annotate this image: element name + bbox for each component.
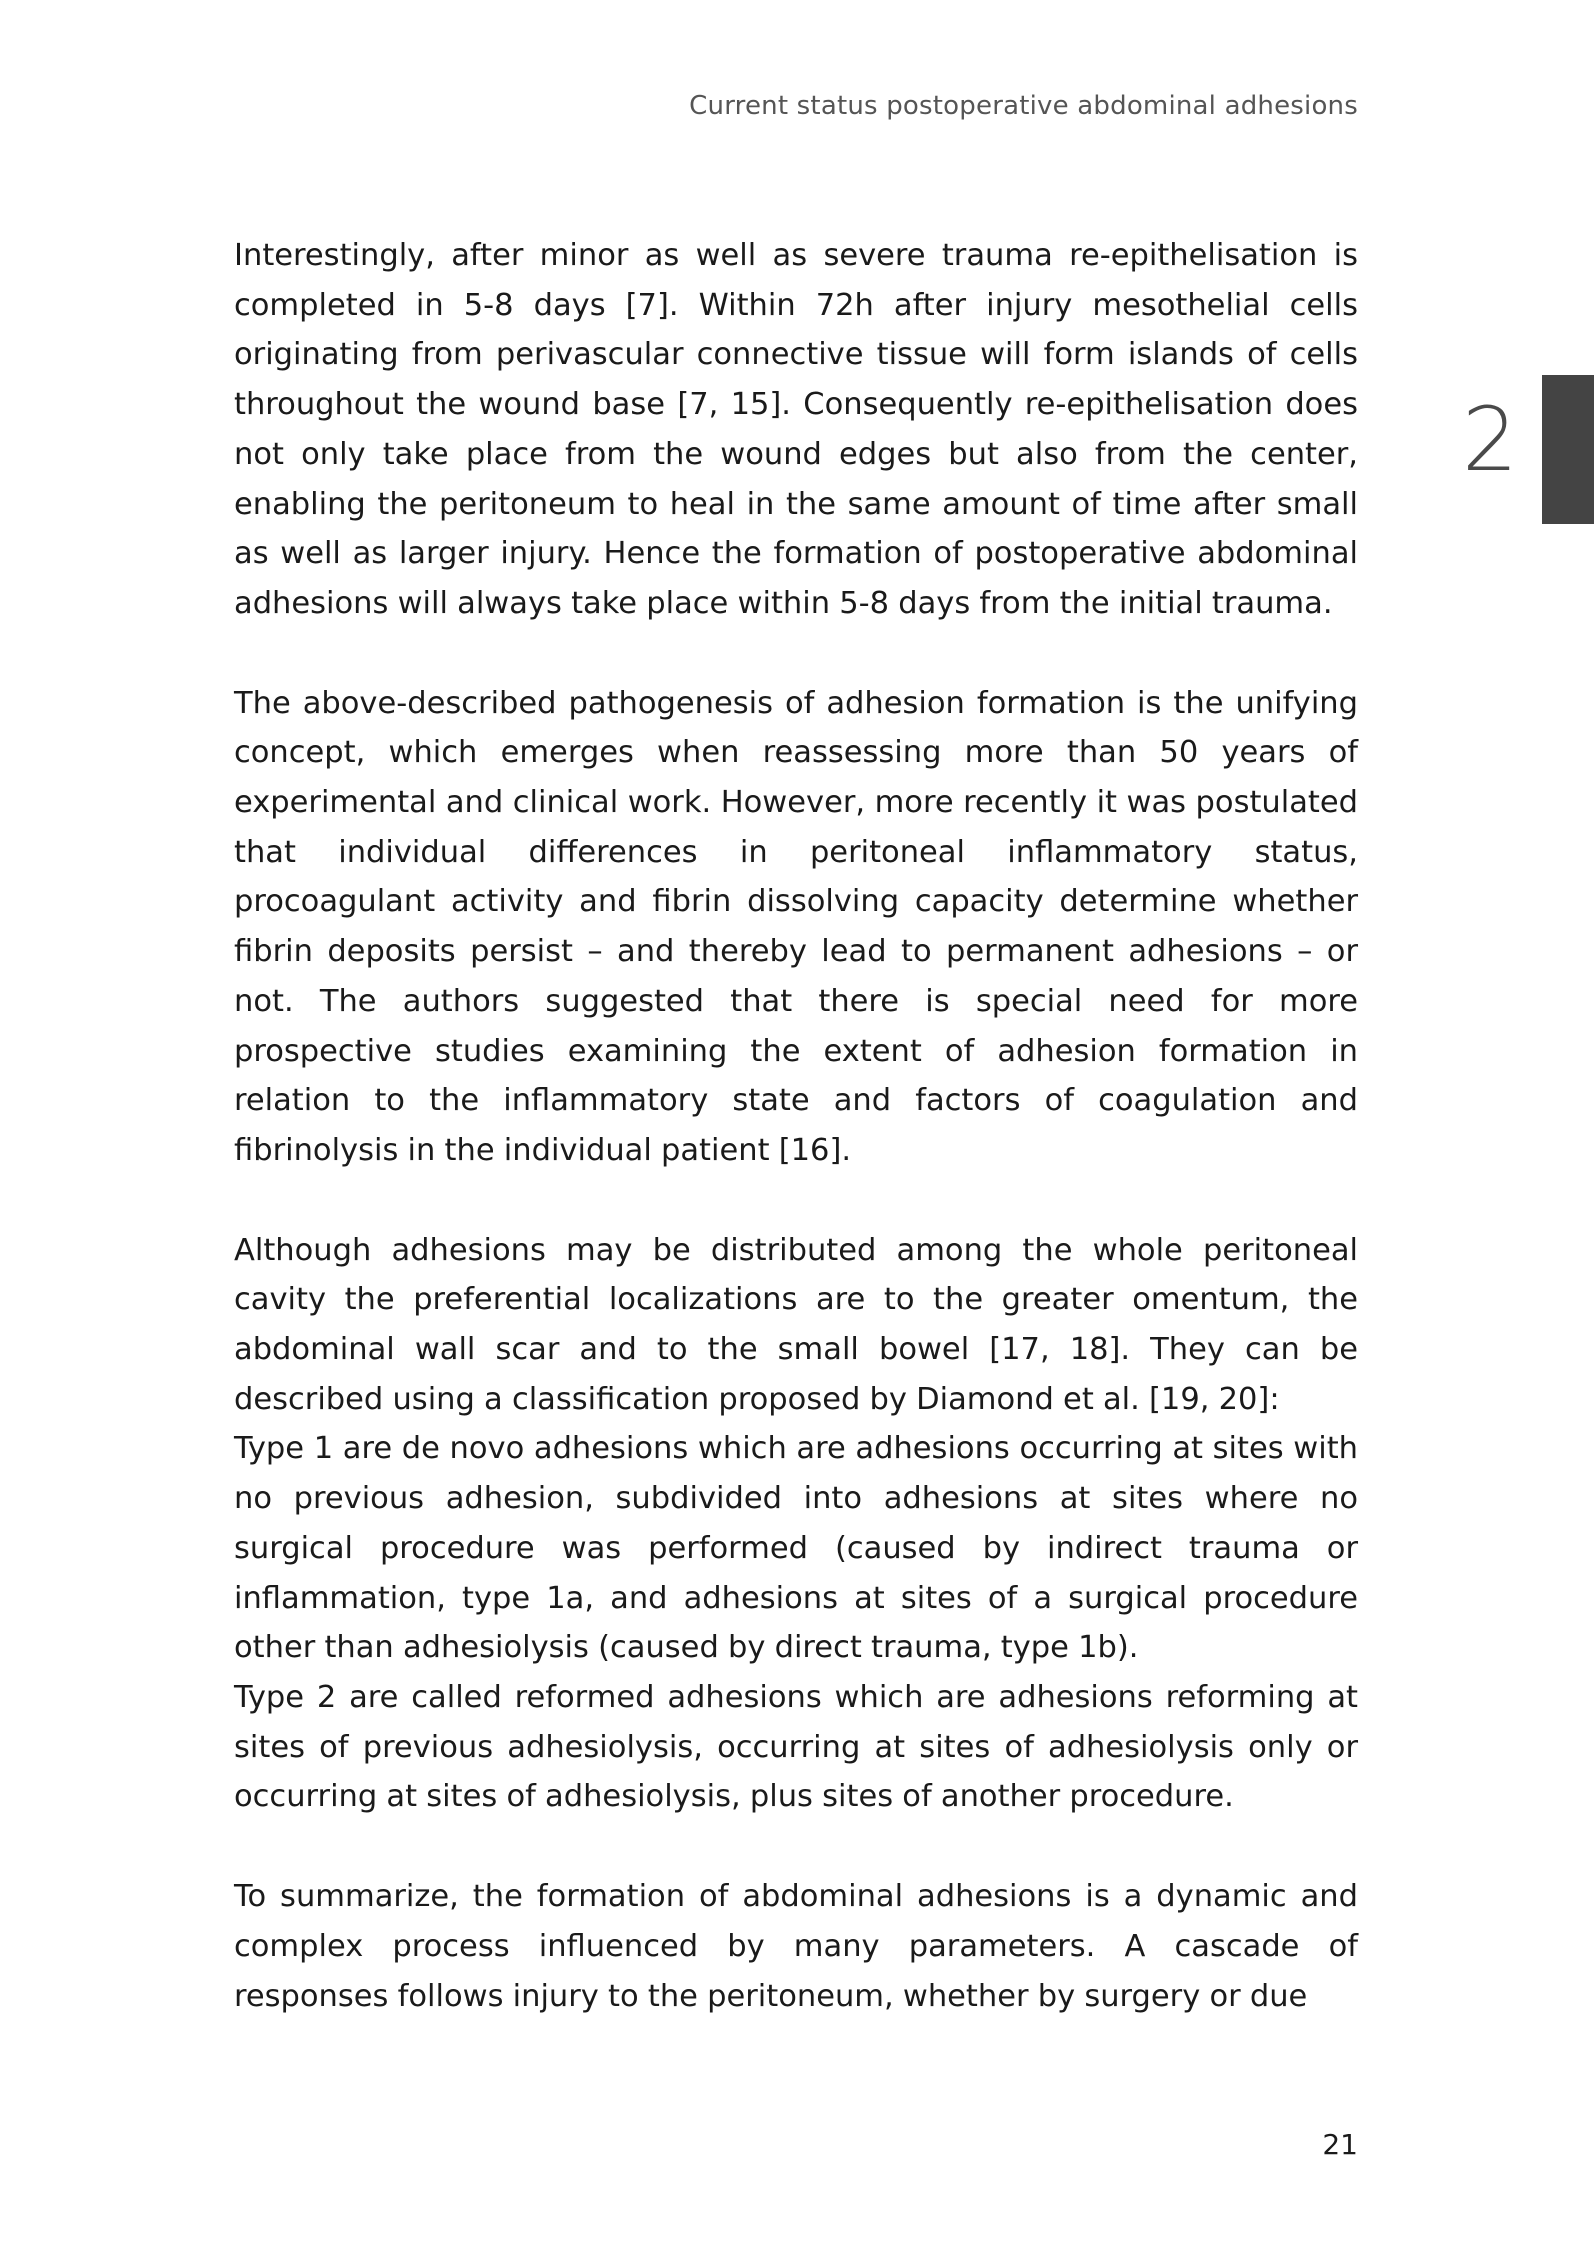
body-text [234, 231, 1358, 2071]
paragraph-localizations: Although adhesions may be distributed among the whole peritoneal cavity the preferential localizations are to the greater omentum, the abdominal wall scar and to the small bowel [17, 18]. They can be described using a classification proposed by Diamond et al. [19, 20]: [234, 1232, 1358, 1417]
page-number: 21 [1322, 2128, 1358, 2161]
paragraph-summary: To summarize, the formation of abdominal adhesions is a dynamic and complex process influenced by many parameters. A cascade of responses follows injury to the peritoneum, whether by surgery or due [234, 1879, 1358, 2014]
chapter-tab-marker [1542, 375, 1594, 524]
paragraph-type-2: Type 2 are called reformed adhesions which are adhesions reforming at sites of previous adhesiolysis, occurring at sites of adhesiolysis only or occurring at sites of adhesiolysis, plus sites of another procedure. [234, 1679, 1358, 1815]
paragraph-reepithelisation: Interestingly, after minor as well as severe trauma re-epithelisation is completed in 5-8 days [7]. Within 72h after injury mesothelial cells originating from perivascular connective tissue will form islands of cells throughout the wound base [7, 15]. Consequently re-epithelisation does not only take place from the wound edges but also from the center, enabling the peritoneum to heal in the same amount of time after small as well as larger injury. Hence the formation of postoperative abdominal adhesions will always take place within 5-8 days from the initial trauma. [234, 238, 1358, 621]
chapter-number: 2 [1462, 388, 1518, 491]
paragraph-type-1: Type 1 are de novo adhesions which are adhesions occurring at sites with no previous adhesion, subdivided into adhesions at sites where no surgical procedure was performed (caused by indirect trauma or inflammation, type 1a, and adhesions at sites of a surgical procedure other than adhesiolysis (caused by direct trauma, type 1b). [234, 1431, 1358, 1666]
paragraph-pathogenesis: The above-described pathogenesis of adhesion formation is the unifying concept, which emerges when reassessing more than 50 years of experimental and clinical work. However, more recently it was postulated that individual differences in peritoneal inflammatory status, procoagulant activity and fibrin dissolving capacity determine whether fibrin deposits persist – and thereby lead to permanent adhesions – or not. The authors suggested that there is special need for more prospective studies examining the extent of adhesion formation in relation to the inflammatory state and factors of coagulation and fibrinolysis in the individual patient [16]. [234, 685, 1358, 1168]
running-header: Current status postoperative abdominal adhesions [689, 91, 1358, 121]
